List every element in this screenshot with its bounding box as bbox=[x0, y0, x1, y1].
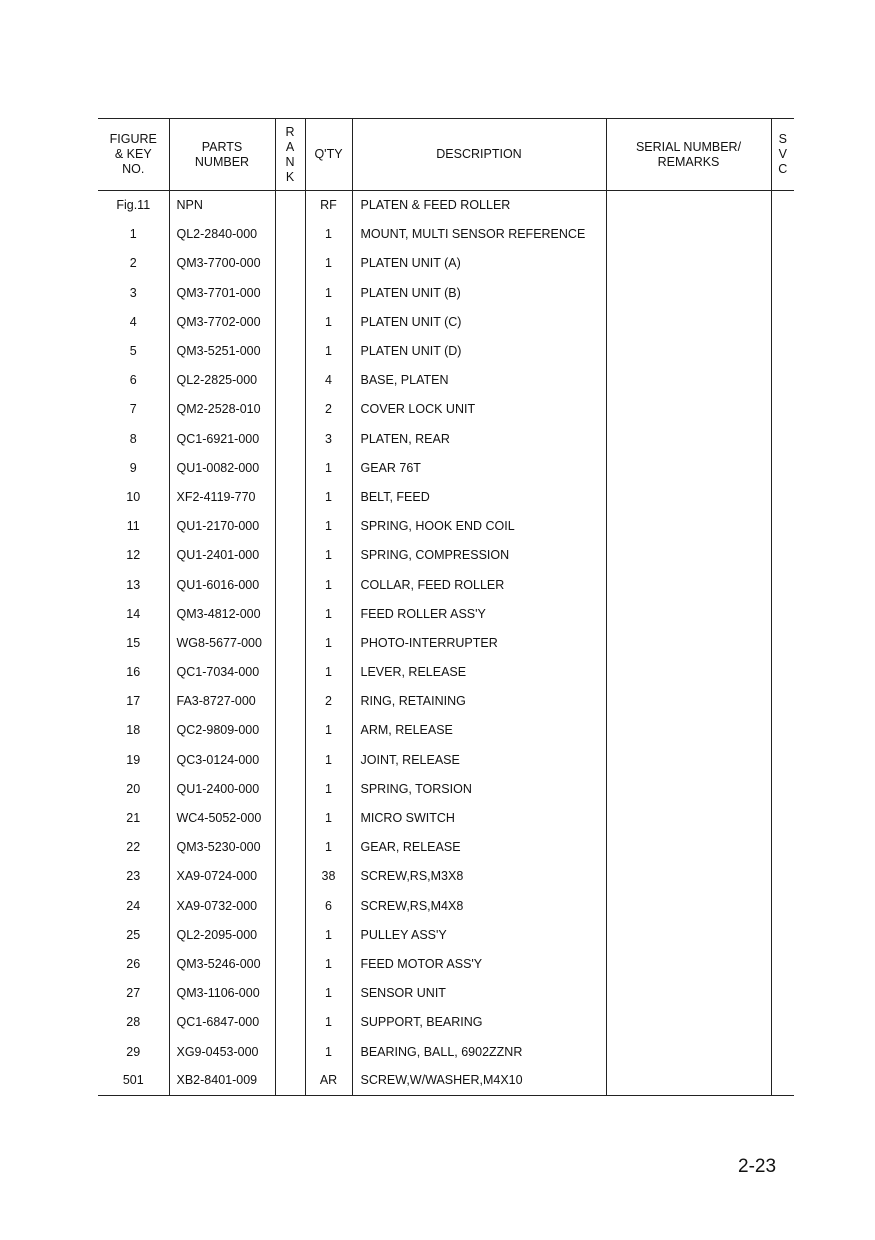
cell-figure-key-no: 16 bbox=[126, 665, 141, 680]
cell-qty: 1 bbox=[305, 803, 352, 832]
cell-figure-key-no: 27 bbox=[126, 986, 141, 1001]
cell-figure-key-no: 8 bbox=[129, 431, 137, 446]
table-row bbox=[98, 278, 794, 307]
cell-svc bbox=[771, 307, 794, 336]
table-row bbox=[98, 862, 794, 891]
cell-svc bbox=[771, 395, 794, 424]
cell-rank bbox=[275, 891, 305, 920]
cell-parts-number: QC3-0124-000 bbox=[169, 745, 275, 774]
cell-qty: 6 bbox=[305, 891, 352, 920]
cell-description: SCREW,RS,M4X8 bbox=[352, 891, 606, 920]
cell-parts-number: QU1-2400-000 bbox=[169, 774, 275, 803]
cell-svc bbox=[771, 658, 794, 687]
cell-qty: 1 bbox=[305, 1037, 352, 1066]
cell-qty: 3 bbox=[305, 424, 352, 453]
table-row bbox=[98, 395, 794, 424]
cell-svc bbox=[771, 220, 794, 249]
cell-parts-number: XA9-0732-000 bbox=[169, 891, 275, 920]
table-row bbox=[98, 599, 794, 628]
table-row bbox=[98, 249, 794, 278]
cell-rank bbox=[275, 336, 305, 365]
cell-description: SPRING, COMPRESSION bbox=[352, 541, 606, 570]
cell-figure-key-no: 2 bbox=[129, 256, 137, 271]
cell-rank bbox=[275, 774, 305, 803]
cell-parts-number: XF2-4119-770 bbox=[169, 482, 275, 511]
cell-svc bbox=[771, 249, 794, 278]
cell-figure-key-no: 25 bbox=[126, 927, 141, 942]
cell-qty: 1 bbox=[305, 979, 352, 1008]
cell-description: JOINT, RELEASE bbox=[352, 745, 606, 774]
cell-serial-remarks bbox=[606, 366, 771, 395]
cell-svc bbox=[771, 278, 794, 307]
table-row bbox=[98, 628, 794, 657]
table-row bbox=[98, 336, 794, 365]
cell-figure-key-no: 11 bbox=[126, 519, 140, 534]
table-row bbox=[98, 307, 794, 336]
cell-svc bbox=[771, 599, 794, 628]
cell-serial-remarks bbox=[606, 541, 771, 570]
cell-rank bbox=[275, 716, 305, 745]
cell-svc bbox=[771, 716, 794, 745]
cell-description: BEARING, BALL, 6902ZZNR bbox=[352, 1037, 606, 1066]
cell-description: FEED MOTOR ASS'Y bbox=[352, 949, 606, 978]
cell-rank bbox=[275, 424, 305, 453]
cell-rank bbox=[275, 191, 305, 220]
cell-svc bbox=[771, 191, 794, 220]
cell-figure-key-no: 19 bbox=[126, 752, 141, 767]
cell-figure-key-no: Fig.11 bbox=[116, 198, 151, 213]
header-rank: R A N K bbox=[275, 119, 305, 191]
cell-svc bbox=[771, 979, 794, 1008]
cell-figure-key-no: 501 bbox=[98, 1066, 169, 1095]
cell-svc bbox=[771, 1037, 794, 1066]
cell-serial-remarks bbox=[606, 833, 771, 862]
cell-description: FEED ROLLER ASS'Y bbox=[352, 599, 606, 628]
cell-description: PLATEN UNIT (D) bbox=[352, 336, 606, 365]
cell-serial-remarks bbox=[606, 278, 771, 307]
table-row bbox=[98, 891, 794, 920]
cell-svc bbox=[771, 745, 794, 774]
cell-description: SPRING, HOOK END COIL bbox=[352, 512, 606, 541]
cell-figure-key-no: 4 bbox=[129, 314, 137, 329]
cell-parts-number: QM3-5251-000 bbox=[169, 336, 275, 365]
cell-rank bbox=[275, 220, 305, 249]
cell-parts-number: NPN bbox=[169, 191, 275, 220]
cell-description: PLATEN UNIT (A) bbox=[352, 249, 606, 278]
cell-svc bbox=[771, 687, 794, 716]
cell-rank bbox=[275, 745, 305, 774]
cell-description: SCREW,W/WASHER,M4X10 bbox=[352, 1066, 606, 1095]
cell-qty: 1 bbox=[305, 716, 352, 745]
table-row bbox=[98, 774, 794, 803]
cell-description: SENSOR UNIT bbox=[352, 979, 606, 1008]
cell-svc bbox=[771, 482, 794, 511]
table-row bbox=[98, 833, 794, 862]
cell-qty: 1 bbox=[305, 482, 352, 511]
cell-qty: 1 bbox=[305, 570, 352, 599]
cell-serial-remarks bbox=[606, 628, 771, 657]
cell-serial-remarks bbox=[606, 191, 771, 220]
table-row bbox=[98, 920, 794, 949]
cell-parts-number: XG9-0453-000 bbox=[169, 1037, 275, 1066]
cell-svc bbox=[771, 1008, 794, 1037]
cell-rank bbox=[275, 570, 305, 599]
header-qty: Q'TY bbox=[305, 119, 352, 191]
cell-parts-number: QM3-5230-000 bbox=[169, 833, 275, 862]
cell-rank bbox=[275, 979, 305, 1008]
cell-qty: 1 bbox=[305, 307, 352, 336]
cell-svc bbox=[771, 366, 794, 395]
cell-rank bbox=[275, 599, 305, 628]
cell-serial-remarks bbox=[606, 336, 771, 365]
cell-serial-remarks bbox=[606, 774, 771, 803]
cell-qty: 4 bbox=[305, 366, 352, 395]
cell-svc bbox=[771, 453, 794, 482]
parts-table-body bbox=[98, 191, 794, 1096]
table-row bbox=[98, 570, 794, 599]
cell-rank bbox=[275, 1037, 305, 1066]
cell-figure-key-no: 18 bbox=[126, 723, 141, 738]
cell-description: LEVER, RELEASE bbox=[352, 658, 606, 687]
cell-description: MOUNT, MULTI SENSOR REFERENCE bbox=[352, 220, 606, 249]
header-description: DESCRIPTION bbox=[352, 119, 606, 191]
cell-qty: 2 bbox=[305, 687, 352, 716]
cell-figure-key-no: 20 bbox=[126, 781, 141, 796]
header-serial-remarks: SERIAL NUMBER/ REMARKS bbox=[606, 119, 771, 191]
cell-svc bbox=[771, 891, 794, 920]
cell-figure-key-no: 5 bbox=[129, 344, 137, 359]
cell-serial-remarks bbox=[606, 395, 771, 424]
cell-qty: 1 bbox=[305, 512, 352, 541]
table-row bbox=[98, 687, 794, 716]
cell-rank bbox=[275, 482, 305, 511]
cell-description: PLATEN UNIT (B) bbox=[352, 278, 606, 307]
cell-figure-key-no: 28 bbox=[126, 1015, 141, 1030]
header-parts-number: PARTS NUMBER bbox=[169, 119, 275, 191]
cell-svc bbox=[771, 424, 794, 453]
table-row bbox=[98, 1037, 794, 1066]
table-row bbox=[98, 482, 794, 511]
cell-svc bbox=[771, 803, 794, 832]
cell-figure-key-no: 7 bbox=[129, 402, 137, 417]
page-number: 2-23 bbox=[738, 1156, 777, 1177]
cell-qty: 1 bbox=[305, 774, 352, 803]
cell-parts-number: XA9-0724-000 bbox=[169, 862, 275, 891]
cell-figure-key-no: 14 bbox=[126, 606, 141, 621]
cell-rank bbox=[275, 920, 305, 949]
cell-qty: 1 bbox=[305, 1008, 352, 1037]
cell-description: PLATEN, REAR bbox=[352, 424, 606, 453]
cell-rank bbox=[275, 512, 305, 541]
cell-parts-number: QU1-2170-000 bbox=[169, 512, 275, 541]
cell-description: BELT, FEED bbox=[352, 482, 606, 511]
cell-description: PHOTO-INTERRUPTER bbox=[352, 628, 606, 657]
cell-qty: 1 bbox=[305, 599, 352, 628]
cell-svc bbox=[771, 336, 794, 365]
cell-description: SCREW,RS,M3X8 bbox=[352, 862, 606, 891]
cell-rank bbox=[275, 366, 305, 395]
header-figure-key-no: FIGURE & KEY NO. bbox=[98, 119, 169, 191]
cell-description: PLATEN & FEED ROLLER bbox=[352, 191, 606, 220]
cell-rank bbox=[275, 1066, 305, 1095]
cell-serial-remarks bbox=[606, 1066, 771, 1095]
table-row bbox=[98, 979, 794, 1008]
cell-serial-remarks bbox=[606, 453, 771, 482]
cell-svc bbox=[771, 541, 794, 570]
cell-figure-key-no: 9 bbox=[129, 460, 137, 475]
cell-figure-key-no: 24 bbox=[126, 898, 141, 913]
cell-parts-number: QM2-2528-010 bbox=[169, 395, 275, 424]
cell-description: PLATEN UNIT (C) bbox=[352, 307, 606, 336]
cell-serial-remarks bbox=[606, 891, 771, 920]
cell-parts-number: QM3-7701-000 bbox=[169, 278, 275, 307]
cell-qty: 1 bbox=[305, 745, 352, 774]
cell-svc bbox=[771, 862, 794, 891]
cell-figure-key-no: 26 bbox=[126, 956, 141, 971]
cell-svc bbox=[771, 949, 794, 978]
cell-qty: 1 bbox=[305, 628, 352, 657]
table-row bbox=[98, 366, 794, 395]
cell-rank bbox=[275, 803, 305, 832]
cell-description: COLLAR, FEED ROLLER bbox=[352, 570, 606, 599]
cell-rank bbox=[275, 687, 305, 716]
cell-parts-number: WC4-5052-000 bbox=[169, 803, 275, 832]
cell-rank bbox=[275, 833, 305, 862]
cell-rank bbox=[275, 949, 305, 978]
cell-parts-number: WG8-5677-000 bbox=[169, 628, 275, 657]
cell-serial-remarks bbox=[606, 249, 771, 278]
cell-serial-remarks bbox=[606, 570, 771, 599]
cell-parts-number: QU1-6016-000 bbox=[169, 570, 275, 599]
cell-description: RING, RETAINING bbox=[352, 687, 606, 716]
cell-qty: 1 bbox=[305, 453, 352, 482]
cell-serial-remarks bbox=[606, 220, 771, 249]
cell-description: ARM, RELEASE bbox=[352, 716, 606, 745]
table-row bbox=[98, 541, 794, 570]
cell-parts-number: QC1-7034-000 bbox=[169, 658, 275, 687]
cell-qty: AR bbox=[305, 1066, 352, 1095]
cell-serial-remarks bbox=[606, 862, 771, 891]
cell-description: PULLEY ASS'Y bbox=[352, 920, 606, 949]
cell-serial-remarks bbox=[606, 1008, 771, 1037]
cell-parts-number: QM3-5246-000 bbox=[169, 949, 275, 978]
cell-qty: 1 bbox=[305, 658, 352, 687]
cell-qty: 38 bbox=[305, 862, 352, 891]
cell-serial-remarks bbox=[606, 687, 771, 716]
header-row bbox=[98, 119, 794, 191]
table-row bbox=[98, 512, 794, 541]
cell-qty: RF bbox=[305, 191, 352, 220]
table-row bbox=[98, 1008, 794, 1037]
cell-serial-remarks bbox=[606, 745, 771, 774]
cell-parts-number: FA3-8727-000 bbox=[169, 687, 275, 716]
cell-svc bbox=[771, 628, 794, 657]
cell-parts-number: QL2-2095-000 bbox=[169, 920, 275, 949]
cell-svc bbox=[771, 920, 794, 949]
cell-description: BASE, PLATEN bbox=[352, 366, 606, 395]
cell-description: GEAR 76T bbox=[352, 453, 606, 482]
cell-serial-remarks bbox=[606, 949, 771, 978]
parts-table bbox=[98, 118, 794, 1096]
cell-description: GEAR, RELEASE bbox=[352, 833, 606, 862]
cell-qty: 1 bbox=[305, 833, 352, 862]
header-svc: S V C bbox=[771, 119, 794, 191]
cell-serial-remarks bbox=[606, 1037, 771, 1066]
cell-description: SUPPORT, BEARING bbox=[352, 1008, 606, 1037]
cell-figure-key-no: 22 bbox=[126, 840, 141, 855]
cell-parts-number: QC1-6921-000 bbox=[169, 424, 275, 453]
cell-parts-number: QM3-7702-000 bbox=[169, 307, 275, 336]
cell-figure-key-no: 13 bbox=[126, 577, 141, 592]
cell-parts-number: QM3-4812-000 bbox=[169, 599, 275, 628]
cell-parts-number: XB2-8401-009 bbox=[169, 1066, 275, 1095]
cell-figure-key-no: 6 bbox=[129, 373, 137, 388]
cell-description: COVER LOCK UNIT bbox=[352, 395, 606, 424]
cell-serial-remarks bbox=[606, 920, 771, 949]
cell-parts-number: QC1-6847-000 bbox=[169, 1008, 275, 1037]
cell-parts-number: QU1-2401-000 bbox=[169, 541, 275, 570]
cell-parts-number: QU1-0082-000 bbox=[169, 453, 275, 482]
cell-svc bbox=[771, 512, 794, 541]
cell-rank bbox=[275, 628, 305, 657]
cell-rank bbox=[275, 307, 305, 336]
cell-qty: 1 bbox=[305, 336, 352, 365]
cell-serial-remarks bbox=[606, 716, 771, 745]
cell-rank bbox=[275, 658, 305, 687]
cell-figure-key-no: 1 bbox=[129, 227, 137, 242]
cell-rank bbox=[275, 395, 305, 424]
cell-rank bbox=[275, 541, 305, 570]
cell-parts-number: QM3-1106-000 bbox=[169, 979, 275, 1008]
cell-parts-number: QL2-2825-000 bbox=[169, 366, 275, 395]
cell-qty: 1 bbox=[305, 920, 352, 949]
table-row bbox=[98, 658, 794, 687]
table-row bbox=[98, 803, 794, 832]
table-row bbox=[98, 220, 794, 249]
cell-figure-key-no: 17 bbox=[126, 694, 141, 709]
cell-parts-number: QM3-7700-000 bbox=[169, 249, 275, 278]
cell-figure-key-no: 29 bbox=[126, 1044, 141, 1059]
cell-svc bbox=[771, 570, 794, 599]
cell-rank bbox=[275, 862, 305, 891]
table-row bbox=[98, 745, 794, 774]
cell-figure-key-no: 12 bbox=[126, 548, 141, 563]
cell-serial-remarks bbox=[606, 512, 771, 541]
cell-serial-remarks bbox=[606, 979, 771, 1008]
cell-rank bbox=[275, 278, 305, 307]
cell-qty: 1 bbox=[305, 220, 352, 249]
cell-qty: 1 bbox=[305, 249, 352, 278]
cell-serial-remarks bbox=[606, 424, 771, 453]
cell-figure-key-no: 23 bbox=[126, 869, 141, 884]
cell-parts-number: QL2-2840-000 bbox=[169, 220, 275, 249]
cell-figure-key-no: 10 bbox=[126, 489, 141, 504]
cell-rank bbox=[275, 453, 305, 482]
cell-qty: 1 bbox=[305, 541, 352, 570]
cell-rank bbox=[275, 1008, 305, 1037]
cell-parts-number: QC2-9809-000 bbox=[169, 716, 275, 745]
cell-qty: 1 bbox=[305, 278, 352, 307]
table-row bbox=[98, 453, 794, 482]
cell-serial-remarks bbox=[606, 803, 771, 832]
table-row bbox=[98, 191, 794, 220]
cell-rank bbox=[275, 249, 305, 278]
cell-qty: 2 bbox=[305, 395, 352, 424]
table-row bbox=[98, 424, 794, 453]
cell-serial-remarks bbox=[606, 307, 771, 336]
table-row bbox=[98, 716, 794, 745]
cell-svc bbox=[771, 1066, 794, 1095]
cell-figure-key-no: 3 bbox=[129, 285, 137, 300]
cell-serial-remarks bbox=[606, 482, 771, 511]
cell-serial-remarks bbox=[606, 599, 771, 628]
cell-svc bbox=[771, 774, 794, 803]
cell-qty: 1 bbox=[305, 949, 352, 978]
cell-description: MICRO SWITCH bbox=[352, 803, 606, 832]
cell-figure-key-no: 21 bbox=[126, 811, 141, 826]
cell-svc bbox=[771, 833, 794, 862]
table-row bbox=[98, 949, 794, 978]
table-row bbox=[98, 1066, 794, 1095]
cell-description: SPRING, TORSION bbox=[352, 774, 606, 803]
cell-figure-key-no: 15 bbox=[126, 635, 141, 650]
cell-serial-remarks bbox=[606, 658, 771, 687]
